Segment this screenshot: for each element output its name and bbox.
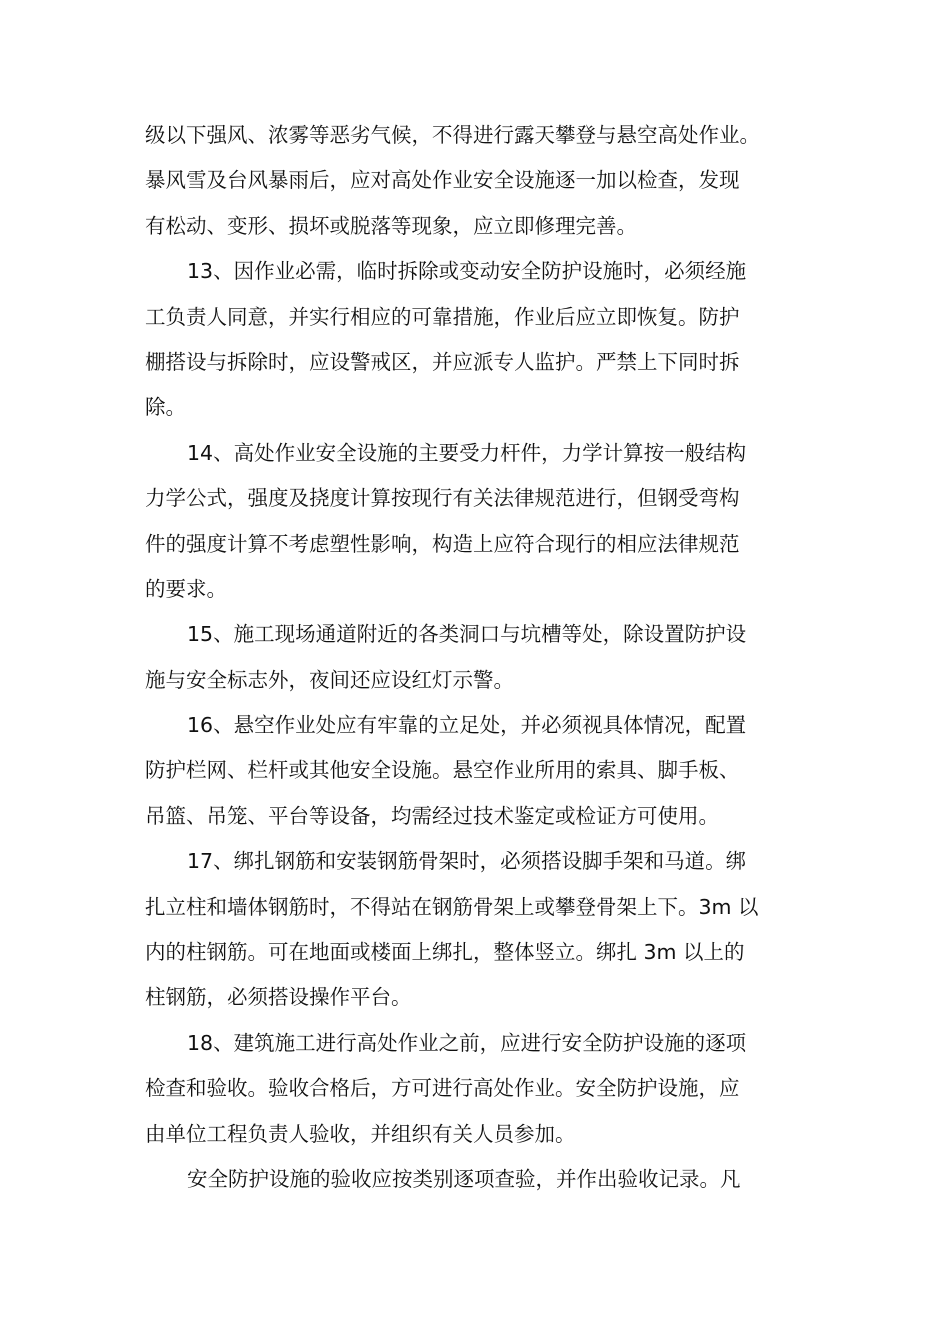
text-line: 施与安全标志外，夜间还应设红灯示警。 [145, 667, 514, 692]
text-line: 13、因作业必需，临时拆除或变动安全防护设施时，必须经施 [187, 259, 747, 284]
text-line: 安全防护设施的验收应按类别逐项查验，并作出验收记录。凡 [187, 1166, 741, 1191]
text-line: 柱钢筋，必须搭设操作平台。 [145, 985, 412, 1010]
text-line: 17、绑扎钢筋和安装钢筋骨架时，必须搭设脚手架和马道。绑 [187, 849, 747, 874]
text-line: 棚搭设与拆除时，应设警戒区，并应派专人监护。严禁上下同时拆 [145, 349, 740, 374]
text-line: 防护栏网、栏杆或其他安全设施。悬空作业所用的索具、脚手板、 [145, 758, 740, 783]
text-line: 力学公式，强度及挠度计算按现行有关法律规范进行，但钢受弯构 [145, 486, 740, 511]
text-line: 内的柱钢筋。可在地面或楼面上绑扎，整体竖立。绑扎 3m 以上的 [145, 940, 745, 965]
text-line: 扎立柱和墙体钢筋时，不得站在钢筋骨架上或攀登骨架上下。3m 以 [145, 894, 759, 919]
text-line: 有松动、变形、损坏或脱落等现象，应立即修理完善。 [145, 213, 637, 238]
text-line: 暴风雪及台风暴雨后，应对高处作业安全设施逐一加以检查，发现 [145, 168, 740, 193]
text-line: 的要求。 [145, 576, 227, 601]
text-line: 级以下强风、浓雾等恶劣气候，不得进行露天攀登与悬空高处作业。 [145, 123, 760, 147]
text-line: 件的强度计算不考虑塑性影响，构造上应符合现行的相应法律规范 [145, 531, 740, 556]
text-line: 工负责人同意，并实行相应的可靠措施，作业后应立即恢复。防护 [145, 304, 740, 329]
text-line: 除。 [145, 395, 186, 420]
text-line: 由单位工程负责人验收，并组织有关人员参加。 [145, 1121, 576, 1146]
text-line: 15、施工现场通道附近的各类洞口与坑槽等处，除设置防护设 [187, 622, 747, 647]
text-line: 检查和验收。验收合格后，方可进行高处作业。安全防护设施，应 [145, 1076, 740, 1101]
text-line: 吊篮、吊笼、平台等设备，均需经过技术鉴定或检证方可使用。 [145, 803, 719, 828]
document-body [145, 113, 810, 1202]
text-line: 18、建筑施工进行高处作业之前，应进行安全防护设施的逐项 [187, 1030, 747, 1055]
text-line: 16、悬空作业处应有牢靠的立足处，并必须视具体情况，配置 [187, 713, 747, 738]
text-line: 14、高处作业安全设施的主要受力杆件，力学计算按一般结构 [187, 440, 747, 465]
